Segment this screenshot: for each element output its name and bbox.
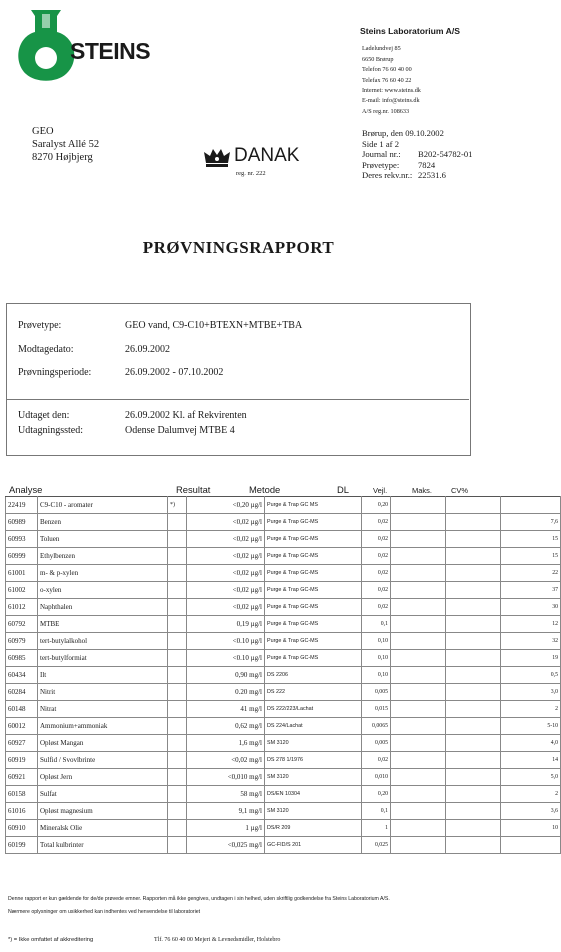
cv-value: 0,5 (501, 667, 561, 684)
danak-logo-text: DANAK (234, 145, 300, 166)
cv-value: 14 (501, 752, 561, 769)
analyte-name: MTBE (38, 616, 168, 633)
result-row (6, 531, 561, 548)
method-value: Purge & Trap GC-MS (265, 531, 362, 548)
result-value: <0.10 µg/l (187, 633, 265, 650)
result-value: 41 mg/l (187, 701, 265, 718)
result-row (6, 820, 561, 837)
guide-value (391, 786, 446, 803)
sample-type-label: Prøvetype: (362, 159, 400, 170)
analyte-note (168, 837, 187, 854)
detection-limit: 0,10 (362, 633, 391, 650)
result-row (6, 786, 561, 803)
lab-address-line: E-mail: info@steins.dk (362, 97, 420, 105)
sample-type-value: 7824 (418, 159, 436, 170)
lab-address-line: Internet: www.steins.dk (362, 87, 421, 95)
analyte-name: Ethylbenzen (38, 548, 168, 565)
result-row (6, 582, 561, 599)
max-value (446, 667, 501, 684)
cv-value: 3,6 (501, 803, 561, 820)
max-value (446, 548, 501, 565)
max-value (446, 837, 501, 854)
sample-code: 60921 (6, 769, 38, 786)
lab-address-line: 6650 Brørup (362, 55, 394, 63)
lab-address-line: A/S reg.nr. 108633 (362, 107, 410, 115)
result-row (6, 514, 561, 531)
info-row (18, 367, 223, 378)
result-row (6, 599, 561, 616)
info-value: 26.09.2002 Kl. af Rekvirenten (125, 410, 247, 421)
info-label: Udtaget den: (18, 410, 70, 421)
info-value: Odense Dalumvej MTBE 4 (125, 425, 235, 436)
cv-value: 32 (501, 633, 561, 650)
analyte-name: Benzen (38, 514, 168, 531)
detection-limit: 0,025 (362, 837, 391, 854)
analyte-name: Opløst Mangan (38, 735, 168, 752)
analyte-note (168, 803, 187, 820)
max-value (446, 684, 501, 701)
max-value (446, 718, 501, 735)
max-value (446, 769, 501, 786)
info-value: GEO vand, C9-C10+BTEXN+MTBE+TBA (125, 320, 303, 331)
max-value (446, 582, 501, 599)
method-value: DS 2206 (265, 667, 362, 684)
result-row (6, 565, 561, 582)
cv-value: 19 (501, 650, 561, 667)
result-value: 1,6 mg/l (187, 735, 265, 752)
detection-limit: 0,10 (362, 650, 391, 667)
guide-value (391, 548, 446, 565)
result-row (6, 752, 561, 769)
max-value (446, 531, 501, 548)
analyte-note (168, 735, 187, 752)
info-label: Prøvetype: (18, 320, 62, 331)
analyte-name: Ilt (38, 667, 168, 684)
analyte-note (168, 531, 187, 548)
analyte-note (168, 820, 187, 837)
max-value (446, 650, 501, 667)
result-row (6, 548, 561, 565)
lab-address-line: Ladelundvej 85 (362, 45, 401, 53)
result-row (6, 837, 561, 854)
result-value: <0,02 mg/l (187, 752, 265, 769)
analyte-name: Opløst magnesium (38, 803, 168, 820)
cv-value: 12 (501, 616, 561, 633)
recipient-line: 8270 Højbjerg (32, 152, 93, 163)
analyte-name: Nitrat (38, 701, 168, 718)
result-value: 9,1 mg/l (187, 803, 265, 820)
journal-label: Journal nr.: (362, 149, 401, 160)
analyte-note (168, 684, 187, 701)
sample-code: 60012 (6, 718, 38, 735)
max-value (446, 735, 501, 752)
sample-code: 60919 (6, 752, 38, 769)
lab-address-block (362, 26, 474, 117)
result-value: <0.10 µg/l (187, 650, 265, 667)
result-row (6, 667, 561, 684)
result-value: 0.20 mg/l (187, 684, 265, 701)
max-value (446, 633, 501, 650)
analyte-note (168, 701, 187, 718)
method-value: Purge & Trap GC-MS (265, 616, 362, 633)
sample-type-row (362, 160, 474, 171)
col-max-header: Maks. (412, 486, 433, 495)
sample-code: 61016 (6, 803, 38, 820)
sample-info-box (6, 303, 471, 456)
detection-limit: 0,005 (362, 735, 391, 752)
sample-code: 60148 (6, 701, 38, 718)
detection-limit: 0,0065 (362, 718, 391, 735)
method-value: SM 3120 (265, 803, 362, 820)
recipient-line: GEO (32, 126, 54, 137)
report-title: PRØVNINGSRAPPORT (142, 238, 335, 257)
method-value: GC-FID/S 201 (265, 837, 362, 854)
max-value (446, 497, 501, 514)
analyte-name: Mineralsk Olie (38, 820, 168, 837)
cv-value: 37 (501, 582, 561, 599)
sample-code: 60910 (6, 820, 38, 837)
col-guide-header: Vejl. (373, 486, 388, 495)
guide-value (391, 769, 446, 786)
analyte-note: *) (168, 497, 187, 514)
sample-code: 22419 (6, 497, 38, 514)
recipient-address (32, 125, 99, 164)
sample-code: 61001 (6, 565, 38, 582)
analyte-name: Total kulbrinter (38, 837, 168, 854)
guide-value (391, 497, 446, 514)
method-value: DS/R 209 (265, 820, 362, 837)
guide-value (391, 735, 446, 752)
page-number: Side 1 af 2 (362, 138, 399, 149)
cv-value: 5,0 (501, 769, 561, 786)
result-row (6, 650, 561, 667)
sample-code: 60792 (6, 616, 38, 633)
requisition-row (362, 170, 474, 181)
sample-code: 60989 (6, 514, 38, 531)
sample-code: 60979 (6, 633, 38, 650)
analyte-name: Naphthalen (38, 599, 168, 616)
analyte-name: Nitrit (38, 684, 168, 701)
lab-address-line: Telefax 76 60 40 22 (362, 76, 412, 84)
detection-limit: 0,02 (362, 752, 391, 769)
svg-text:®: ® (51, 74, 55, 80)
guide-value (391, 718, 446, 735)
detection-limit: 0,02 (362, 599, 391, 616)
lab-name: Steins Laboratorium A/S (360, 26, 460, 36)
analyte-note (168, 667, 187, 684)
info-row (18, 320, 302, 331)
analyte-name: Sulfid / Svovlbrinte (38, 752, 168, 769)
analyte-name: Sulfat (38, 786, 168, 803)
analyte-note (168, 769, 187, 786)
sample-code: 60434 (6, 667, 38, 684)
detection-limit: 1 (362, 820, 391, 837)
cv-value (501, 837, 561, 854)
result-value: <0,02 µg/l (187, 514, 265, 531)
detection-limit: 0,10 (362, 667, 391, 684)
result-row (6, 718, 561, 735)
cv-value: 30 (501, 599, 561, 616)
disclaimer-text: Denne rapport er kun gældende for de/de prøvede emner. Rapporten må ikke gengives, undtagen i sin helhed, uden skriftlig godkendelse fra Steins Laboratorium A/S. (8, 896, 390, 902)
analyte-note (168, 565, 187, 582)
method-value: Purge & Trap GC MS (265, 497, 362, 514)
info-row (18, 425, 235, 436)
analyte-note (168, 548, 187, 565)
recipient-line: Saralyst Allé 52 (32, 139, 100, 150)
info-row (18, 410, 247, 421)
max-value (446, 616, 501, 633)
detection-limit: 0,20 (362, 786, 391, 803)
sample-code: 60999 (6, 548, 38, 565)
result-value: <0,20 µg/l (187, 497, 265, 514)
max-value (446, 514, 501, 531)
analyte-note (168, 633, 187, 650)
analyte-note (168, 582, 187, 599)
method-value: DS/EN 10304 (265, 786, 362, 803)
guide-value (391, 599, 446, 616)
info-value: 26.09.2002 (125, 344, 170, 355)
sample-code: 60927 (6, 735, 38, 752)
cv-value (501, 497, 561, 514)
guide-value (391, 514, 446, 531)
accreditation-footnote: *) = Ikke omfattet af akkreditering (8, 937, 94, 943)
detection-limit: 0,1 (362, 616, 391, 633)
method-value: Purge & Trap GC-MS (265, 650, 362, 667)
detection-limit: 0,02 (362, 565, 391, 582)
info-divider (6, 399, 469, 400)
analyte-note (168, 786, 187, 803)
analyte-note (168, 599, 187, 616)
method-value: SM 3120 (265, 769, 362, 786)
result-row (6, 497, 561, 514)
result-row (6, 769, 561, 786)
analyte-note (168, 616, 187, 633)
analyte-name: Toluen (38, 531, 168, 548)
footer-contact: Tlf. 76 60 40 00 Mejeri & Levnedsmidler, Holstebro (154, 937, 281, 943)
method-value: Purge & Trap GC-MS (265, 565, 362, 582)
guide-value (391, 565, 446, 582)
result-value: <0,02 µg/l (187, 548, 265, 565)
danak-reg-number: reg. nr. 222 (236, 170, 266, 177)
method-value: SM 3120 (265, 735, 362, 752)
detection-limit: 0,1 (362, 803, 391, 820)
col-method-header: Metode (249, 484, 281, 495)
result-value: <0,02 µg/l (187, 599, 265, 616)
place-date: Brørup, den 09.10.2002 (362, 128, 444, 138)
detection-limit: 0,20 (362, 497, 391, 514)
guide-value (391, 582, 446, 599)
sample-code: 60158 (6, 786, 38, 803)
result-row (6, 735, 561, 752)
analyte-name: tert-butylalkohol (38, 633, 168, 650)
disclaimer-text: Nærmere oplysninger om usikkerhed kan indhentes ved henvendelse til laboratoriet (8, 909, 201, 915)
max-value (446, 803, 501, 820)
max-value (446, 599, 501, 616)
detection-limit: 0,02 (362, 531, 391, 548)
guide-value (391, 752, 446, 769)
guide-value (391, 667, 446, 684)
max-value (446, 752, 501, 769)
sample-code: 60284 (6, 684, 38, 701)
guide-value (391, 820, 446, 837)
info-value: 26.09.2002 - 07.10.2002 (125, 367, 224, 378)
result-row (6, 803, 561, 820)
analyte-note (168, 752, 187, 769)
max-value (446, 701, 501, 718)
guide-value (391, 837, 446, 854)
cv-value: 15 (501, 531, 561, 548)
analyte-name: tert-butylformiat (38, 650, 168, 667)
lab-address-line: Telefon 76 60 40 00 (362, 66, 412, 74)
result-value: <0,025 mg/l (187, 837, 265, 854)
col-analysis-header: Analyse (9, 484, 43, 495)
method-value: Purge & Trap GC-MS (265, 514, 362, 531)
result-value: 1 µg/l (187, 820, 265, 837)
result-row (6, 616, 561, 633)
cv-value: 5-10 (501, 718, 561, 735)
sample-code: 60985 (6, 650, 38, 667)
sample-code: 61002 (6, 582, 38, 599)
result-value: 0,62 mg/l (187, 718, 265, 735)
col-cv-header: CV% (451, 486, 469, 495)
cv-value: 7,6 (501, 514, 561, 531)
guide-value (391, 616, 446, 633)
cv-value: 22 (501, 565, 561, 582)
analyte-name: Ammonium+ammoniak (38, 718, 168, 735)
guide-value (391, 650, 446, 667)
guide-value (391, 531, 446, 548)
results-table (5, 496, 561, 854)
max-value (446, 565, 501, 582)
results-table-body (6, 497, 561, 854)
crown-icon (203, 146, 231, 168)
result-row (6, 633, 561, 650)
max-value (446, 820, 501, 837)
requisition-label: Deres rekv.nr.: (362, 170, 413, 181)
cv-value: 10 (501, 820, 561, 837)
report-meta (362, 128, 474, 181)
info-label: Prøvningsperiode: (18, 367, 92, 378)
analyte-name: o-xylen (38, 582, 168, 599)
guide-value (391, 701, 446, 718)
analyte-name: C9-C10 - aromater (38, 497, 168, 514)
cv-value: 4,0 (501, 735, 561, 752)
info-label: Udtagningssted: (18, 425, 83, 436)
method-value: Purge & Trap GC-MS (265, 582, 362, 599)
detection-limit: 0,005 (362, 684, 391, 701)
detection-limit: 0,010 (362, 769, 391, 786)
detection-limit: 0,015 (362, 701, 391, 718)
brand-name: STEINS (70, 38, 151, 64)
result-value: 0,19 µg/l (187, 616, 265, 633)
method-value: Purge & Trap GC-MS (265, 633, 362, 650)
journal-value: B202-54782-01 (418, 149, 473, 160)
analyte-note (168, 514, 187, 531)
detection-limit: 0,02 (362, 582, 391, 599)
max-value (446, 786, 501, 803)
result-value: 58 mg/l (187, 786, 265, 803)
analyte-name: Opløst Jern (38, 769, 168, 786)
method-value: Purge & Trap GC-MS (265, 548, 362, 565)
method-value: DS 222 (265, 684, 362, 701)
method-value: DS 278 1/1976 (265, 752, 362, 769)
guide-value (391, 684, 446, 701)
result-value: 0,90 mg/l (187, 667, 265, 684)
col-dl-header: DL (337, 484, 349, 495)
cv-value: 3,0 (501, 684, 561, 701)
method-value: DS 222/223/Lachat (265, 701, 362, 718)
detection-limit: 0,02 (362, 548, 391, 565)
result-row (6, 684, 561, 701)
sample-code: 60199 (6, 837, 38, 854)
guide-value (391, 633, 446, 650)
method-value: DS 224/Lachat (265, 718, 362, 735)
analyte-note (168, 650, 187, 667)
analyte-note (168, 718, 187, 735)
method-value: Purge & Trap GC-MS (265, 599, 362, 616)
col-result-header: Resultat (176, 484, 211, 495)
sample-code: 60993 (6, 531, 38, 548)
info-row (18, 344, 170, 355)
guide-value (391, 803, 446, 820)
sample-code: 61012 (6, 599, 38, 616)
result-value: <0,02 µg/l (187, 565, 265, 582)
cv-value: 2 (501, 786, 561, 803)
result-value: <0,02 µg/l (187, 582, 265, 599)
result-value: <0,02 µg/l (187, 531, 265, 548)
info-label: Modtagedato: (18, 344, 74, 355)
analyte-name: m- & p-xylen (38, 565, 168, 582)
journal-row (362, 149, 474, 160)
requisition-value: 22531.6 (418, 170, 446, 181)
result-row (6, 701, 561, 718)
detection-limit: 0,02 (362, 514, 391, 531)
cv-value: 15 (501, 548, 561, 565)
cv-value: 2 (501, 701, 561, 718)
result-value: <0,010 mg/l (187, 769, 265, 786)
